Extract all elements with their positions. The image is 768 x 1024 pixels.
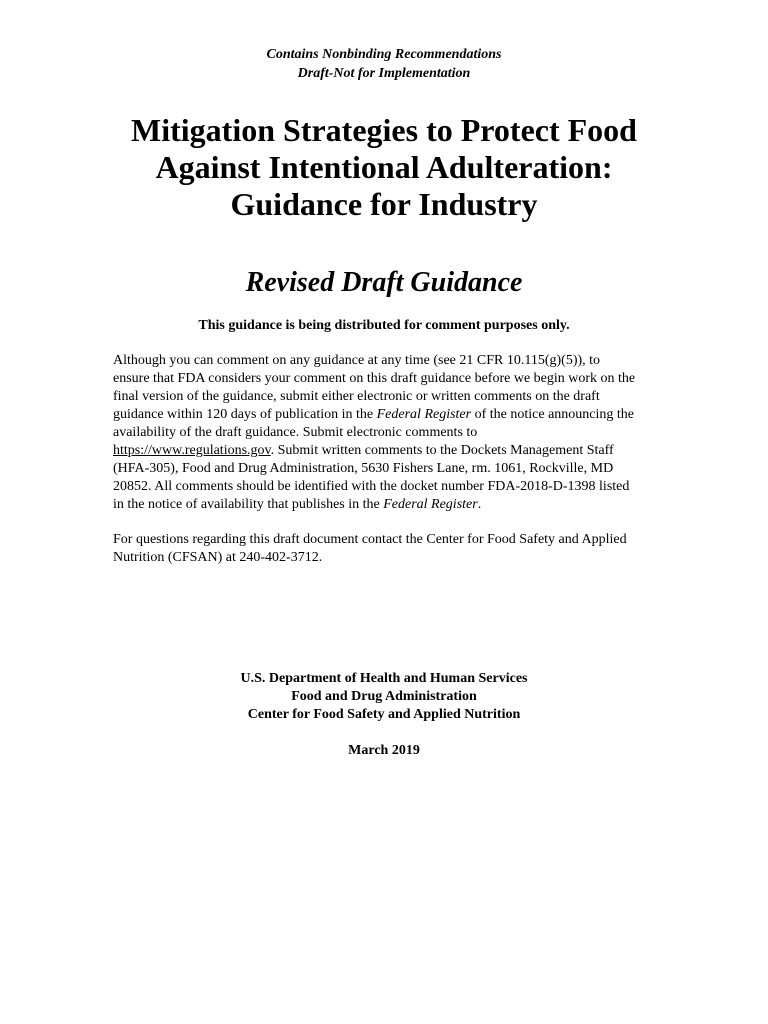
contact-paragraph [113,531,681,567]
regulations-gov-link[interactable]: https://www.regulations.gov [113,443,271,458]
paragraph-line: For questions regarding this draft document contact the Center for Food Safety and Applied [113,532,627,547]
draft-notice: Draft-Not for Implementation [297,66,471,81]
paragraph-line: availability of the draft guidance. Submit electronic comments to [113,425,478,440]
comment-purpose-note: This guidance is being distributed for comment purposes only. [198,318,570,333]
comment-instructions-paragraph [113,352,681,514]
paragraph-line [113,496,681,514]
agency-line-cfsan: Center for Food Safety and Applied Nutrition [247,707,521,722]
federal-register-italic: Federal Register [376,407,472,422]
text-run: . [477,497,482,512]
paragraph-line: ensure that FDA considers your comment on this draft guidance before we begin work on the [113,371,636,386]
title-line-1: Mitigation Strategies to Protect Food [131,112,637,148]
document-subtitle: Revised Draft Guidance [245,267,523,298]
title-line-2: Against Intentional Adulteration: [155,149,613,185]
publication-date: March 2019 [348,743,420,758]
agency-line-fda: Food and Drug Administration [291,689,477,704]
agency-line-hhs: U.S. Department of Health and Human Services [240,671,528,686]
paragraph-line: (HFA-305), Food and Drug Administration, 5630 Fishers Lane, rm. 1061, Rockville, MD [113,461,614,476]
paragraph-line [113,442,681,460]
title-line-3: Guidance for Industry [230,186,538,222]
text-run: guidance within 120 days of publication in the [113,407,377,422]
nonbinding-notice: Contains Nonbinding Recommendations [266,47,502,62]
text-run: . Submit written comments to the Dockets Management Staff [270,443,614,458]
federal-register-italic: Federal Register [383,497,478,512]
text-run: of the notice announcing the [471,407,635,422]
paragraph-line [113,406,681,424]
paragraph-line: final version of the guidance, submit either electronic or written comments on the draft [113,389,600,404]
agency-block [0,670,768,724]
paragraph-line: Although you can comment on any guidance at any time (see 21 CFR 10.115(g)(5)), to [113,353,601,368]
document-title [84,112,684,223]
text-run: in the notice of availability that publishes in the [113,497,384,512]
paragraph-line: 20852. All comments should be identified with the docket number FDA-2018-D-1398 listed [113,479,630,494]
paragraph-line: Nutrition (CFSAN) at 240-402-3712. [113,550,323,565]
